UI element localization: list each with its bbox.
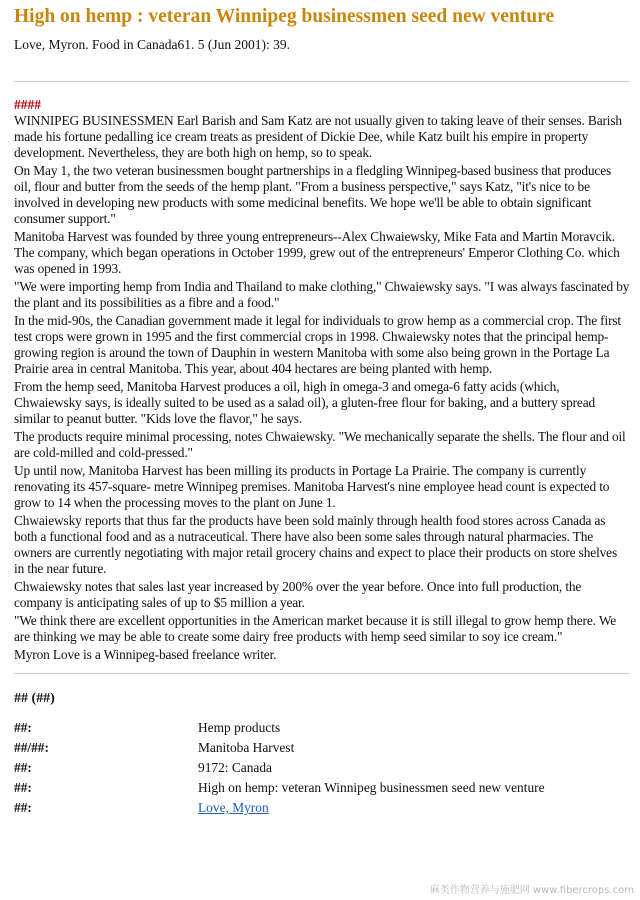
paragraph: Chwaiewsky notes that sales last year increased by 200% over the year before. Once into full production, the company is anticipating sales of up to $5 million a year.	[14, 579, 582, 610]
author-link[interactable]: Love, Myron	[198, 800, 269, 815]
divider	[14, 81, 630, 82]
details-row	[14, 778, 614, 798]
paragraph: Chwaiewsky reports that thus far the products have been sold mainly through health food stores across Canada as both a functional food and as a nutraceutical. There have also been some sales through natural pharmacies. The owners are currently negotiating with major retail grocery chains and expect to place their products on store shelves in the near future.	[14, 513, 618, 576]
details-key: ##:	[14, 760, 32, 775]
details-value: Manitoba Harvest	[198, 740, 295, 755]
details-value	[198, 798, 614, 818]
watermark: 麻类作物营养与施肥网 www.fibercrops.com	[429, 885, 634, 896]
details-table	[14, 718, 614, 818]
paragraph: Myron Love is a Winnipeg-based freelance writer.	[14, 647, 277, 662]
section-marker: ####	[14, 97, 41, 112]
article-body	[14, 113, 630, 663]
details-key: ##/##:	[14, 740, 49, 755]
paragraph: From the hemp seed, Manitoba Harvest produces a oil, high in omega-3 and omega-6 fatty acids (which, Chwaiewsky says, is ideally suited to be used as a salad oil), a gluten-free flour for baking, and a buttery spread similar to peanut butter. "Kids love the flavor," he says.	[14, 379, 596, 426]
details-heading: ## (##)	[14, 691, 55, 706]
details-key: ##:	[14, 800, 32, 815]
details-value: Hemp products	[198, 720, 281, 735]
paragraph: The products require minimal processing, notes Chwaiewsky. "We mechanically separate the shells. The flour and oil are cold-milled and cold-pressed."	[14, 429, 626, 460]
details-key: ##:	[14, 720, 32, 735]
divider	[14, 673, 630, 674]
paragraph: WINNIPEG BUSINESSMEN Earl Barish and Sam Katz are not usually given to taking leave of their senses. Barish made his fortune pedalling ice cream treats as president of Dickie Dee, while Katz built his empire in property development. Nevertheless, they are both high on hemp, so to speak.	[14, 113, 622, 160]
details-row	[14, 798, 614, 818]
paragraph: Manitoba Harvest was founded by three young entrepreneurs--Alex Chwaiewsky, Mike Fata and Martin Moravcik. The company, which began operations in October 1999, grew out of the entrepreneurs' Emperor Clothing Co. which was opened in 1993.	[14, 229, 620, 276]
citation: Love, Myron. Food in Canada61. 5 (Jun 2001): 39.	[14, 37, 290, 52]
details-row	[14, 758, 614, 778]
details-row	[14, 738, 614, 758]
paragraph: "We were importing hemp from India and Thailand to make clothing," Chwaiewsky says. "I was always fascinated by the plant and its possibilities as a fibre and a food."	[14, 279, 630, 310]
paragraph: In the mid-90s, the Canadian government made it legal for individuals to grow hemp as a commercial crop. The first test crops were grown in 1995 and the first commercial crops in 1998. Chwaiewsky notes that the principal hemp-growing region is around the town of Dauphin in western Manitoba with some also being grown in the Portage La Prairie area in central Manitoba. This year, about 404 hectares are being planted with hemp.	[14, 313, 622, 376]
details-key: ##:	[14, 780, 32, 795]
details-value: 9172: Canada	[198, 760, 273, 775]
details-row	[14, 718, 614, 738]
article-title: High on hemp : veteran Winnipeg businessmen seed new venture	[14, 6, 555, 27]
paragraph: On May 1, the two veteran businessmen bought partnerships in a fledgling Winnipeg-based business that produces oil, flour and butter from the seeds of the hemp plant. "From a business perspective," says Katz, "it's nice to be involved in developing new products with some medicinal benefits. We hope we'll be able to obtain significant consumer support."	[14, 163, 612, 226]
paragraph: "We think there are excellent opportunities in the American market because it is still illegal to grow hemp there. We are thinking we may be able to create some dairy free products with hemp seed similar to soy ice cream."	[14, 613, 617, 644]
details-value: High on hemp: veteran Winnipeg businessmen seed new venture	[198, 780, 545, 795]
paragraph: Up until now, Manitoba Harvest has been milling its products in Portage La Prairie. The company is currently renovating its 457-square- metre Winnipeg premises. Manitoba Harvest's nine employee head count is expected to grow to 14 when the processing moves to the plant on June 1.	[14, 463, 610, 510]
